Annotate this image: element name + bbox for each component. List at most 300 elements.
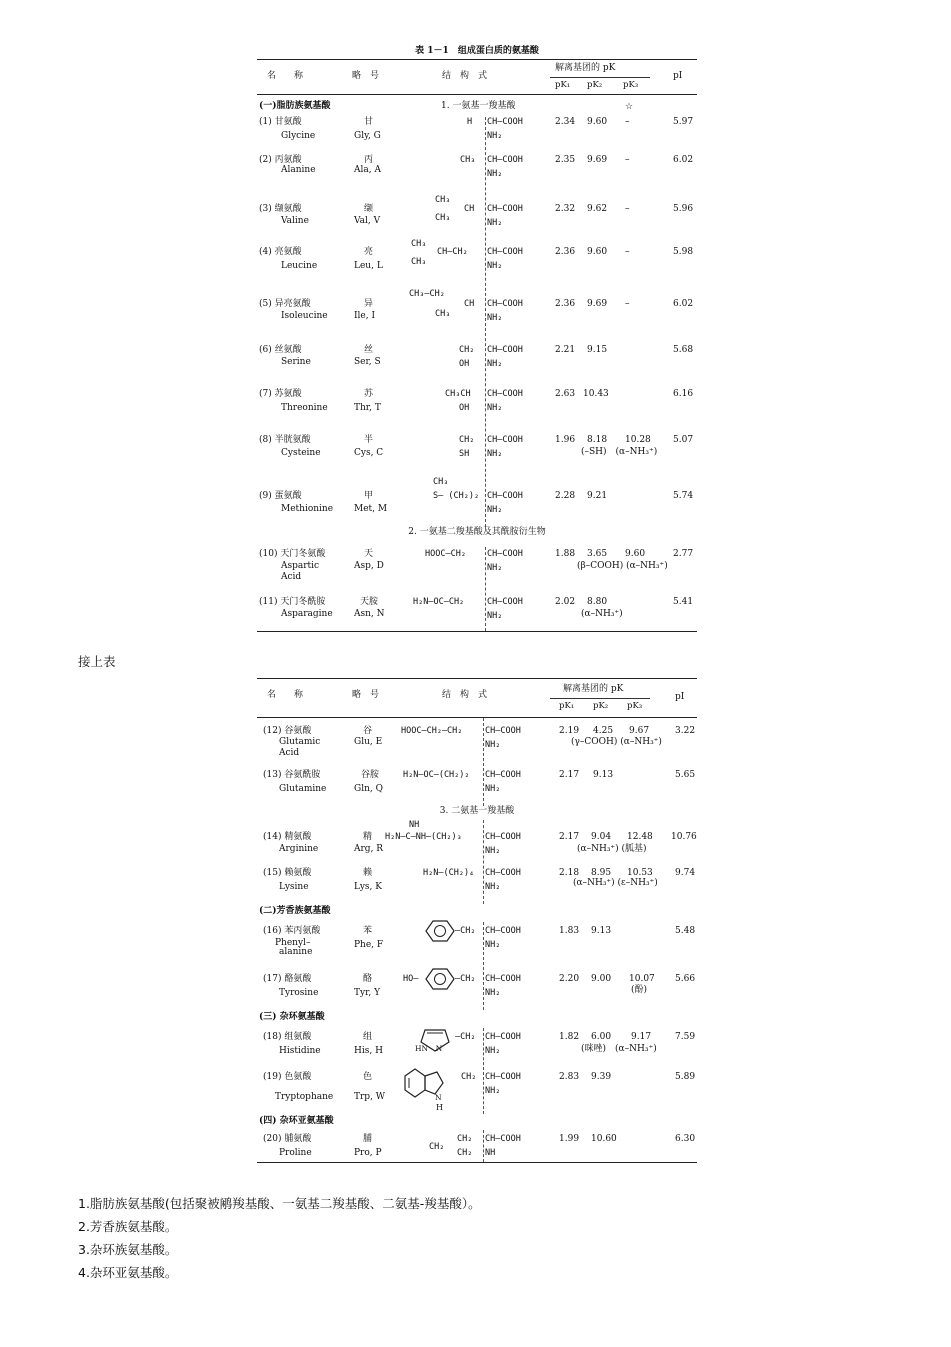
amino-en-name: Glutamic	[279, 737, 321, 747]
amino-en-name: Alanine	[281, 165, 316, 175]
amino-en-name: Methionine	[281, 504, 334, 514]
abbr: Lys, K	[354, 882, 382, 892]
pk1-value: 2.02	[555, 597, 576, 607]
amino-group: NH₂	[487, 611, 503, 621]
core-group: CH–COOH	[485, 926, 521, 936]
pk1-value: 2.36	[555, 299, 576, 309]
abbr-cn: 半	[364, 435, 374, 445]
pi-value: 9.74	[675, 868, 696, 878]
pk2-value: 10.60	[591, 1134, 617, 1144]
pk1-value: 2.18	[559, 868, 580, 878]
pi-value: 7.59	[675, 1032, 696, 1042]
pk3-value: –	[625, 247, 630, 257]
table-row	[257, 770, 697, 806]
pk2-value: 9.60	[587, 247, 608, 257]
pi-value: 5.48	[675, 926, 696, 936]
abbr-cn: 天胺	[360, 597, 379, 607]
amino-group: NH₂	[485, 882, 501, 892]
header-pk1: pK₁	[559, 701, 575, 711]
side-chain: CH₂	[459, 435, 475, 445]
amino-cn-name: (2) 丙氨酸	[259, 155, 302, 165]
header-pk-group: 解离基团的 pK	[555, 63, 616, 73]
abbr: Ile, I	[354, 311, 376, 321]
amino-cn-name: (5) 异亮氨酸	[259, 299, 311, 309]
section-row	[257, 95, 697, 117]
amino-en-name: Histidine	[279, 1046, 321, 1056]
amino-cn-name: (4) 亮氨酸	[259, 247, 302, 257]
pk-group-note: (γ–COOH) (α–NH₃⁺)	[571, 737, 662, 747]
table-row	[257, 726, 697, 770]
amino-group: NH₂	[485, 1046, 501, 1056]
amino-group: NH₂	[485, 784, 501, 794]
pi-value: 6.02	[673, 155, 694, 165]
amino-en-name: Tryptophane	[275, 1092, 334, 1102]
side-chain-bottom: CH₂	[457, 1148, 473, 1158]
pk2-value: 6.00	[591, 1032, 612, 1042]
abbr-cn: 甘	[364, 117, 374, 127]
abbr: Glu, E	[354, 737, 383, 747]
abbr: Asn, N	[354, 609, 385, 619]
core-group: CH–COOH	[485, 726, 521, 736]
table-row	[257, 595, 697, 631]
pk3-value: –	[625, 204, 630, 214]
amino-group: NH₂	[487, 449, 503, 459]
pk1-value: 2.83	[559, 1072, 580, 1082]
pi-value: 3.22	[675, 726, 696, 736]
core-group: CH–COOH	[485, 1032, 521, 1042]
abbr: His, H	[354, 1046, 383, 1056]
pi-value: 2.77	[673, 549, 694, 559]
table-row	[257, 385, 697, 431]
pi-value: 6.02	[673, 299, 694, 309]
abbr-cn: 谷	[363, 726, 373, 736]
side-chain-bottom: OH	[459, 359, 470, 369]
pk1-value: 1.83	[559, 926, 580, 936]
pk2-value: 3.65	[587, 549, 608, 559]
amino-en-name: Serine	[281, 357, 311, 367]
amino-en-name-2: alanine	[279, 947, 313, 957]
header-rule	[550, 698, 650, 699]
group-row	[257, 806, 697, 820]
core-group: CH–COOH	[487, 549, 523, 559]
pi-value: 5.98	[673, 247, 694, 257]
core-group: CH–COOH	[487, 389, 523, 399]
abbr-cn: 丝	[364, 345, 374, 355]
table-row	[257, 1068, 697, 1114]
abbr: Gly, G	[354, 131, 381, 141]
note-line: 1.脂肪族氨基酸(包括聚被鹇羧基酸、一氨基二羧基酸、二氨基-羧基酸）。	[78, 1196, 481, 1211]
amino-en-name: Lysine	[279, 882, 309, 892]
abbr: Thr, T	[354, 403, 381, 413]
pk3-value: –	[625, 117, 630, 127]
abbr-cn: 色	[363, 1072, 373, 1082]
abbr: Asp, D	[354, 561, 384, 571]
pi-value: 5.97	[673, 117, 694, 127]
abbr-cn: 赖	[363, 868, 373, 878]
side-chain: HOOC–CH₂–CH₂	[401, 726, 463, 736]
table-row	[257, 289, 697, 341]
side-chain: CH₂	[459, 345, 475, 355]
amino-cn-name: (17) 酪氨酸	[263, 974, 312, 984]
pi-value: 10.76	[671, 832, 697, 842]
pi-value: 6.30	[675, 1134, 696, 1144]
table-body	[257, 922, 697, 1010]
abbr-cn: 苯	[363, 926, 373, 936]
pk2-value: 9.69	[587, 299, 608, 309]
header-abbr: 略 号	[352, 71, 380, 81]
side-chain: CH	[464, 204, 475, 214]
table-row	[257, 477, 697, 527]
pi-value: 5.07	[673, 435, 694, 445]
amino-cn-name: (19) 色氨酸	[263, 1072, 312, 1082]
pi-value: 5.65	[675, 770, 696, 780]
pk1-value: 1.96	[555, 435, 576, 445]
pk1-value: 1.99	[559, 1134, 580, 1144]
table-row	[257, 820, 697, 868]
amino-en-name: Arginine	[279, 844, 319, 854]
pk1-value: 2.32	[555, 204, 576, 214]
table-header	[257, 678, 697, 718]
header-pk1: pK₁	[555, 80, 571, 90]
amino-cn-name: (3) 缬氨酸	[259, 204, 302, 214]
header-abbr: 略 号	[352, 690, 380, 700]
side-chain: –CH₂	[455, 974, 476, 984]
pk-group-note: (α–NH₃⁺)	[581, 609, 623, 619]
group-title: 1. 一氨基一羧基酸	[441, 101, 516, 111]
amino-group: NH₂	[485, 1086, 501, 1096]
side-chain-bottom: OH	[459, 403, 470, 413]
amino-group: NH₂	[485, 940, 501, 950]
abbr: Arg, R	[354, 844, 384, 854]
section-title: (三) 杂环氨基酸	[259, 1012, 325, 1022]
abbr-cn: 精	[363, 832, 373, 842]
table-body	[257, 1028, 697, 1114]
table-row	[257, 195, 697, 239]
amino-group: NH₂	[487, 218, 503, 228]
amino-en-name: Aspartic	[281, 561, 320, 571]
side-chain-bottom: CH₃	[411, 257, 427, 267]
amino-cn-name: (12) 谷氨酸	[263, 726, 312, 736]
pi-value: 5.66	[675, 974, 696, 984]
side-chain: H₂N–OC–(CH₂)₂	[403, 770, 470, 780]
side-chain-top: CH₃	[433, 477, 449, 487]
side-chain: CH₃	[460, 155, 476, 165]
side-chain-bottom: SH	[459, 449, 470, 459]
table-row	[257, 1130, 697, 1162]
benzene-ring-icon	[425, 920, 455, 942]
amino-en-name: Phenyl–	[275, 938, 311, 948]
pk2-value: 9.21	[587, 491, 608, 501]
abbr-cn: 甲	[364, 491, 374, 501]
amino-cn-name: (18) 组氨酸	[263, 1032, 312, 1042]
core-group: CH–COOH	[485, 1072, 521, 1082]
amino-cn-name: (20) 脯氨酸	[263, 1134, 312, 1144]
pi-value: 5.89	[675, 1072, 696, 1082]
side-chain: HOOC–CH₂	[425, 549, 466, 559]
amino-en-name: Threonine	[281, 403, 328, 413]
header-name: 名 称	[267, 690, 304, 700]
abbr: Ala, A	[354, 165, 381, 175]
header-pi: pI	[673, 71, 683, 81]
pk-group-note: (β–COOH) (α–NH₃⁺)	[577, 561, 668, 571]
side-chain-top: CH₃	[411, 239, 427, 249]
phenol-ring-icon	[425, 968, 455, 990]
pk3-value: 9.67	[629, 726, 650, 736]
pk1-value: 2.34	[555, 117, 576, 127]
amino-en-name: Valine	[281, 216, 309, 226]
table-row	[257, 341, 697, 385]
core-group: CH–COOH	[485, 832, 521, 842]
side-chain-bottom: CH₃	[435, 309, 451, 319]
amino-en-name: Proline	[279, 1148, 312, 1158]
pi-value: 6.16	[673, 389, 694, 399]
side-chain-top: CH₃–CH₂	[409, 289, 445, 299]
pk-group-note: (咪唑) (α–NH₃⁺)	[581, 1044, 657, 1054]
pk3-value: 10.07	[629, 974, 655, 984]
side-chain: CH₃CH	[445, 389, 471, 399]
ring-label: H	[436, 1103, 443, 1112]
pk2-value: 9.62	[587, 204, 608, 214]
core-group: CH–COOH	[487, 345, 523, 355]
ring-n-label: N	[435, 1093, 442, 1102]
amino-group: NH₂	[487, 169, 503, 179]
pi-value: 5.68	[673, 345, 694, 355]
table-row	[257, 922, 697, 970]
side-chain-top: CH₃	[435, 195, 451, 205]
abbr-cn: 丙	[364, 155, 374, 165]
amino-en-name: Glutamine	[279, 784, 327, 794]
table-body	[257, 1130, 697, 1162]
abbr-cn: 缬	[364, 204, 374, 214]
amino-cn-name: (11) 天门冬酰胺	[259, 597, 326, 607]
header-pk-group: 解离基团的 pK	[563, 684, 624, 694]
core-group: CH–COOH	[485, 770, 521, 780]
abbr-cn: 酪	[363, 974, 373, 984]
amino-cn-name: (9) 蛋氨酸	[259, 491, 302, 501]
side-chain: –CH₂	[455, 1032, 476, 1042]
amino-group: NH₂	[487, 261, 503, 271]
abbr-cn: 苏	[364, 389, 374, 399]
pk3-value: –	[625, 155, 630, 165]
table-row	[257, 970, 697, 1010]
amino-group: NH₂	[487, 359, 503, 369]
abbr: Tyr, Y	[354, 988, 381, 998]
core-group: CH–COOH	[487, 247, 523, 257]
header-structure: 结 构 式	[442, 71, 488, 81]
pk1-value: 2.63	[555, 389, 576, 399]
ring-left: CH₂	[429, 1142, 445, 1152]
pk1-value: 2.19	[559, 726, 580, 736]
side-chain: H₂N–(CH₂)₄	[423, 868, 475, 878]
header-structure: 结 构 式	[442, 690, 488, 700]
pi-value: 5.74	[673, 491, 694, 501]
pk2-value: 9.15	[587, 345, 608, 355]
hydroxyl-group: HO–	[403, 974, 419, 984]
table-row	[257, 547, 697, 595]
amino-en-name-2: Acid	[279, 748, 300, 758]
table-body	[257, 820, 697, 904]
abbr: Gln, Q	[354, 784, 383, 794]
table-row	[257, 431, 697, 477]
table-body	[257, 117, 697, 527]
pi-value: 5.41	[673, 597, 694, 607]
side-chain: –CH₂	[455, 926, 476, 936]
amino-en-name: Cysteine	[281, 448, 321, 458]
pk2-value: 9.69	[587, 155, 608, 165]
core-group: CH–COOH	[485, 974, 521, 984]
abbr: Met, M	[354, 504, 388, 514]
amino-cn-name: (6) 丝氨酸	[259, 345, 302, 355]
abbr: Val, V	[354, 216, 381, 226]
pk-group-note: (α–NH₃⁺) (胍基)	[577, 844, 647, 854]
note-line: 2.芳香族氨基酸。	[78, 1219, 178, 1234]
core-group: CH–COOH	[485, 1134, 521, 1144]
abbr: Leu, L	[354, 261, 383, 271]
amino-cn-name: (14) 精氨酸	[263, 832, 312, 842]
note-line: 3.杂环族氨基酸。	[78, 1242, 178, 1257]
header-rule	[550, 77, 650, 78]
amino-group: NH₂	[487, 563, 503, 573]
pk1-value: 1.88	[555, 549, 576, 559]
pi-value: 5.96	[673, 204, 694, 214]
pk2-value: 9.39	[591, 1072, 612, 1082]
side-chain: CH	[464, 299, 475, 309]
table-row	[257, 1028, 697, 1068]
header-pk3: pK₃	[627, 701, 643, 711]
group-row	[257, 527, 697, 547]
star-icon: ☆	[625, 102, 634, 112]
pk1-value: 2.20	[559, 974, 580, 984]
amino-cn-name: (10) 天门冬氨酸	[259, 549, 326, 559]
pk2-value: 9.04	[591, 832, 612, 842]
pk1-value: 2.28	[555, 491, 576, 501]
section-title: (一)脂肪族氨基酸	[259, 101, 331, 111]
abbr: Ser, S	[354, 357, 381, 367]
amino-cn-name: (8) 半胱氨酸	[259, 435, 311, 445]
header-pk3: pK₃	[623, 80, 639, 90]
amino-group: NH₂	[487, 131, 503, 141]
pk1-value: 2.17	[559, 832, 580, 842]
side-chain: H₂N–C–NH–(CH₂)₃	[385, 832, 462, 842]
header-pk2: pK₂	[593, 701, 609, 711]
table-bottom-rule	[257, 1162, 697, 1163]
pk2-value: 9.60	[587, 117, 608, 127]
amino-group: NH₂	[487, 403, 503, 413]
amino-en-name: Leucine	[281, 261, 318, 271]
header-pk2: pK₂	[587, 80, 603, 90]
side-chain: S– (CH₂)₂	[433, 491, 480, 501]
abbr: Trp, W	[354, 1092, 386, 1102]
header-name: 名 称	[267, 71, 304, 81]
side-chain: H₂N–OC–CH₂	[413, 597, 465, 607]
side-chain: CH₂	[457, 1134, 473, 1144]
pk2-value: 8.95	[591, 868, 612, 878]
table-bottom-rule	[257, 631, 697, 632]
ring-label: HN N	[415, 1044, 443, 1053]
section-row	[257, 904, 697, 922]
imine-top: NH	[409, 820, 420, 830]
pk3-value: 9.17	[631, 1032, 652, 1042]
table-row	[257, 868, 697, 904]
continued-label: 接上表	[78, 654, 116, 669]
table-row	[257, 155, 697, 195]
core-group: CH–COOH	[487, 491, 523, 501]
pk1-value: 2.36	[555, 247, 576, 257]
group-title: 3. 二氨基一羧基酸	[439, 806, 515, 816]
pk-group-note: (酚)	[631, 985, 648, 995]
side-chain: H	[467, 117, 473, 127]
abbr-cn: 亮	[364, 247, 374, 257]
table-caption: 表 1－1 组成蛋白质的氨基酸	[415, 46, 539, 56]
side-chain: CH–CH₂	[437, 247, 468, 257]
pk2-value: 4.25	[593, 726, 614, 736]
abbr-cn: 谷胺	[361, 770, 380, 780]
abbr-cn: 天	[364, 549, 374, 559]
table-row	[257, 239, 697, 289]
amino-cn-name: (1) 甘氨酸	[259, 117, 302, 127]
indole-ring-icon	[401, 1066, 457, 1102]
section-title: (二)芳香族氨基酸	[259, 906, 331, 916]
side-chain-bottom: CH₃	[435, 213, 451, 223]
section-row	[257, 1114, 697, 1130]
amino-en-name: Isoleucine	[281, 311, 328, 321]
amino-group: NH₂	[485, 846, 501, 856]
note-line: 4.杂环亚氨基酸。	[78, 1265, 178, 1280]
amino-group: NH₂	[487, 505, 503, 515]
pk2-value: 8.80	[587, 597, 608, 607]
pk-group-note: (α–NH₃⁺) (ε–NH₃⁺)	[573, 878, 658, 888]
section-row	[257, 1010, 697, 1028]
core-group: CH–COOH	[487, 299, 523, 309]
amino-group: NH₂	[485, 988, 501, 998]
section-title: (四) 杂环亚氨基酸	[259, 1116, 334, 1126]
amino-cn-name: (13) 谷氨酰胺	[263, 770, 321, 780]
amino-group: NH₂	[487, 313, 503, 323]
side-chain: CH₂	[461, 1072, 477, 1082]
amino-cn-name: (15) 赖氨酸	[263, 868, 312, 878]
core-group: CH–COOH	[485, 868, 521, 878]
pk2-value: 9.00	[591, 974, 612, 984]
pk2-value: 8.18	[587, 435, 608, 445]
group-title: 2. 一氨基二羧基酸及其酰胺衍生物	[408, 527, 546, 537]
abbr: Pro, P	[354, 1148, 382, 1158]
pk3-value: 9.60	[625, 549, 646, 559]
amino-cn-name: (16) 苯丙氨酸	[263, 926, 321, 936]
table-body	[257, 718, 697, 806]
abbr-cn: 脯	[363, 1134, 373, 1144]
core-group: CH–COOH	[487, 155, 523, 165]
pk2-value: 10.43	[583, 389, 609, 399]
amino-en-name: Asparagine	[281, 609, 333, 619]
pk3-value: 10.53	[627, 868, 653, 878]
header-pi: pI	[675, 692, 685, 702]
pk2-value: 9.13	[593, 770, 614, 780]
amino-en-name: Tyrosine	[279, 988, 319, 998]
abbr: Phe, F	[354, 940, 384, 950]
amino-acid-table-1	[257, 46, 697, 632]
core-group: CH–COOH	[487, 435, 523, 445]
core-group: CH–COOH	[487, 204, 523, 214]
pk-group-note: (–SH) (α–NH₃⁺)	[581, 447, 658, 457]
amino-cn-name: (7) 苏氨酸	[259, 389, 302, 399]
core-group: CH–COOH	[487, 117, 523, 127]
abbr: Cys, C	[354, 448, 384, 458]
amino-acid-table-2	[257, 678, 697, 1163]
abbr-cn: 组	[363, 1032, 373, 1042]
table-header	[257, 59, 697, 95]
pk3-value: –	[625, 299, 630, 309]
table-row	[257, 117, 697, 155]
